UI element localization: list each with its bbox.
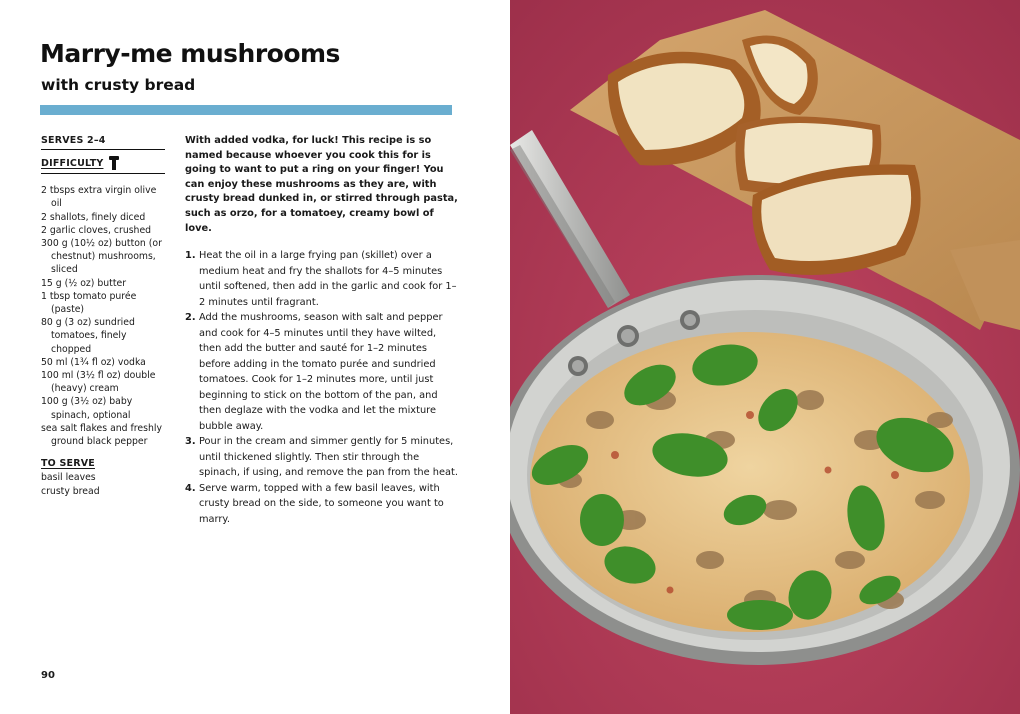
step-text: Heat the oil in a large frying pan (skillet) over a medium heat and fry the shallots for 4–5 minutes until softened, then add in the garlic and cook for 1–2 minutes until fragrant. [199, 250, 457, 308]
method-step [185, 248, 460, 310]
mushroom-pan-illustration [510, 0, 1020, 714]
step-number: 2. [185, 312, 196, 324]
creamy-sauce [530, 332, 970, 632]
to-serve-list [41, 471, 165, 497]
step-number: 3. [185, 436, 196, 448]
ingredient-item: 80 g (3 oz) sundried tomatoes, finely chopped [41, 317, 135, 355]
accent-rule [40, 105, 452, 115]
chef-hat-icon [109, 156, 119, 170]
step-text: Pour in the cream and simmer gently for 5 minutes, until thickened slightly. Then stir through the spinach, if using, and remove the pan from the heat. [199, 436, 458, 479]
recipe-title: Marry-me mushrooms [40, 39, 340, 68]
ingredient-list [41, 184, 165, 448]
serve-item: crusty bread [41, 485, 100, 497]
serves-label: SERVES 2–4 [41, 134, 165, 150]
ingredient-item: 1 tbsp tomato purée (paste) [41, 290, 137, 316]
difficulty-row [41, 156, 165, 174]
ingredient-item: 2 tbsps extra virgin olive oil [41, 185, 157, 210]
step-number: 1. [185, 250, 196, 262]
ingredient-item: 100 g (3½ oz) baby spinach, optional [41, 396, 133, 421]
method-step [185, 434, 460, 481]
step-number: 4. [185, 482, 196, 494]
step-text: Add the mushrooms, season with salt and pepper and cook for 4–5 minutes until they have wilted, then add the butter and sauté for 1–2 minutes before adding in the tomato purée and sundried tomatoes. Cook for 1–2 minutes more, until just beginning to stick on the bottom of the pan, and then deglaze with the vodka and let the mixture bubble away. [199, 312, 443, 432]
to-serve-heading: TO SERVE [41, 458, 95, 470]
ingredient-item: 300 g (10½ oz) button (or chestnut) mushrooms, sliced [41, 238, 162, 276]
food-photo [510, 0, 1020, 714]
method-steps [185, 248, 460, 527]
recipe-subtitle: with crusty bread [41, 76, 196, 94]
step-text: Serve warm, topped with a few basil leaves, with crusty bread on the side, to someone you want to marry. [199, 482, 444, 525]
ingredient-item: 15 g (½ oz) butter [41, 277, 127, 289]
serve-item: basil leaves [41, 472, 96, 484]
method-step [185, 481, 460, 528]
method-column [185, 134, 460, 527]
ingredient-item: 2 shallots, finely diced [41, 211, 146, 223]
page-number: 90 [41, 670, 55, 681]
difficulty-label: DIFFICULTY [41, 157, 104, 169]
ingredient-item: 50 ml (1¾ fl oz) vodka [41, 356, 146, 368]
ingredient-item: 100 ml (3½ fl oz) double (heavy) cream [41, 370, 156, 395]
ingredient-item: 2 garlic cloves, crushed [41, 224, 152, 236]
method-step [185, 310, 460, 434]
ingredients-sidebar [41, 134, 165, 498]
ingredient-item: sea salt flakes and freshly ground black pepper [41, 422, 162, 448]
recipe-intro: With added vodka, for luck! This recipe is so named because whoever you cook this for is going to want to put a ring on your finger! You can enjoy these mushrooms as they are, with crusty bread dunked in, or stirred through pasta, such as orzo, for a tomatoey, creamy bowl of love. [185, 135, 458, 234]
